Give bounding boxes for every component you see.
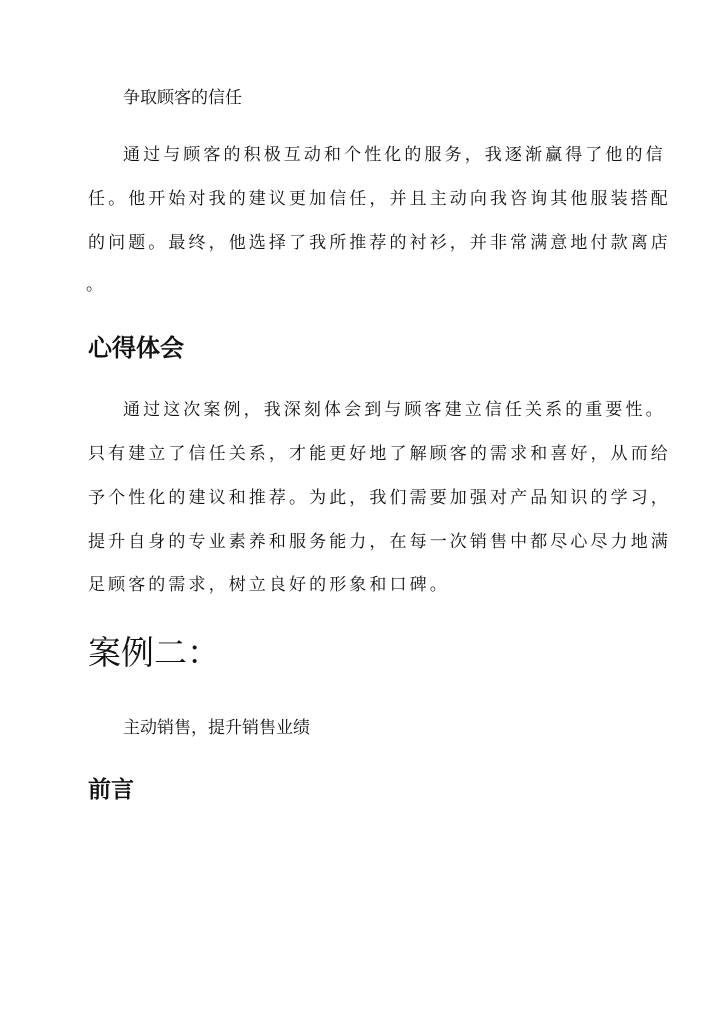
paragraph-line: 通过这次案例，我深刻体会到与顾客建立信任关系的重要性。 xyxy=(123,400,666,420)
section-heading: 心得体会 xyxy=(88,333,184,362)
paragraph-line: 只有建立了信任关系，才能更好地了解顾客的需求和喜好，从而给 xyxy=(88,444,671,464)
paragraph-line: 通过与顾客的积极互动和个性化的服务，我逐渐赢得了他的信 xyxy=(123,145,666,165)
paragraph-line: 任。他开始对我的建议更加信任，并且主动向我咨询其他服装搭配 xyxy=(88,189,671,209)
paragraph-line: 足顾客的需求，树立良好的形象和口碑。 xyxy=(88,575,450,595)
section-heading: 前言 xyxy=(88,776,134,803)
paragraph-line: 予个性化的建议和推荐。为此，我们需要加强对产品知识的学习， xyxy=(88,488,671,508)
paragraph-line: 。 xyxy=(86,275,103,295)
section-subtitle: 主动销售，提升销售业绩 xyxy=(123,718,310,738)
paragraph-line: 的问题。最终，他选择了我所推荐的衬衫，并非常满意地付款离店 xyxy=(88,233,671,253)
paragraph-line: 提升自身的专业素养和服务能力，在每一次销售中都尽心尽力地满 xyxy=(88,532,671,552)
case-heading: 案例二： xyxy=(88,633,220,672)
section-subtitle: 争取顾客的信任 xyxy=(123,88,242,108)
